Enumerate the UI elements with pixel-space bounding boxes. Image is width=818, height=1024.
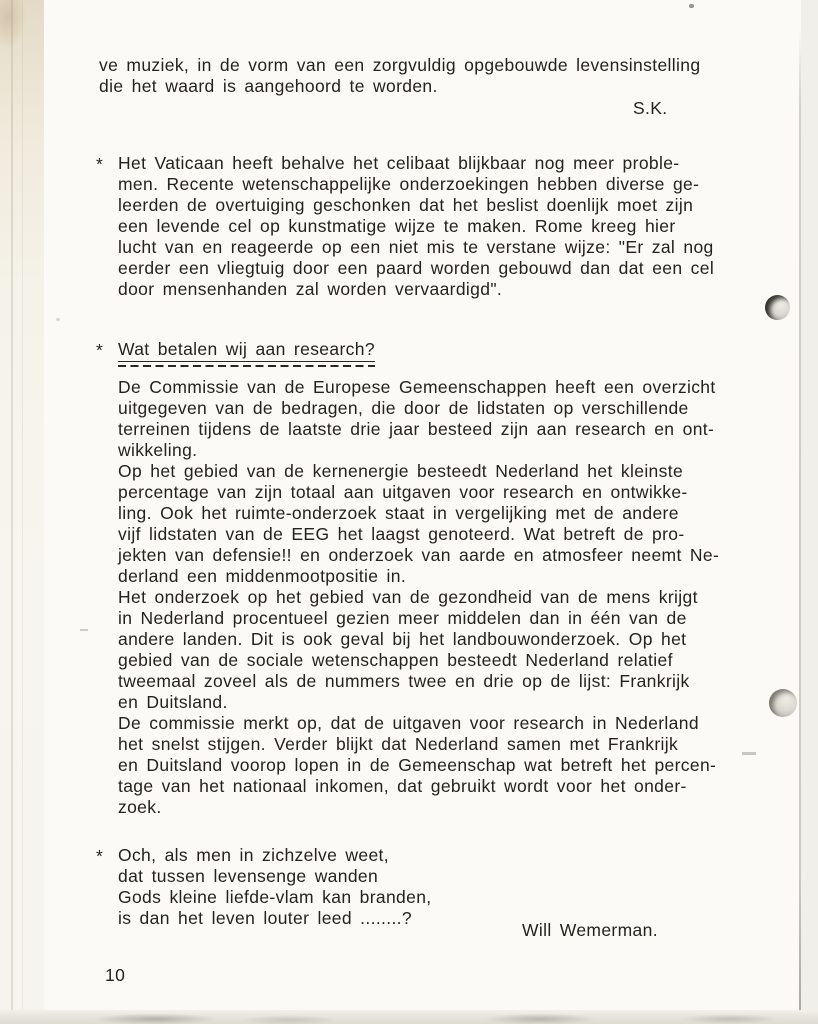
text-line: De commissie merkt op, dat de uitgaven voor research in Nederland [118,713,699,733]
scan-bottom-shadow [0,1010,818,1024]
text-line: en Duitsland voorop lopen in de Gemeenschap wat betreft het percen- [118,755,717,775]
paragraph-lines [118,153,818,300]
text-line: ve muziek, in de vorm van een zorgvuldig opgebouwde levensinstelling [99,55,701,75]
text-line: gebied van de sociale wetenschappen besteedt Nederland relatief [118,650,673,670]
text-line: Och, als men in zichzelve weet, [118,845,389,865]
section-heading-text: Wat betalen wij aan research? [118,339,375,362]
section-heading [118,339,375,367]
asterisk-marker: * [96,154,103,174]
text-line: in Nederland procentueel gezien meer middelen dan in één van de [118,608,687,628]
starred-item-vatican [96,153,818,300]
continuation-paragraph [99,55,818,119]
text-line: Het Vaticaan heeft behalve het celibaat blijkbaar nog meer proble- [118,153,680,173]
text-line: leerden de overtuiging geschonken dat het beslist doenlijk moet zijn [118,195,694,215]
signature-sk: S.K. [633,98,668,118]
dashed-underline [118,365,375,367]
text-line: eerder een vliegtuig door een paard worden gebouwd dan dat een cel [118,258,715,278]
text-line: ling. Ook het ruimte-onderzoek staat in vergelijking met de andere [118,503,679,523]
text-line: terreinen tijdens de laatste drie jaar besteed zijn aan research en ont- [118,419,715,439]
text-line: Op het gebied van de kernenergie besteedt Nederland het kleinste [118,461,684,481]
signature-will-wemerman: Will Wemerman. [522,920,658,940]
asterisk-marker: * [96,340,103,360]
text-line: en Duitsland. [118,692,228,712]
text-line: door mensenhanden zal worden vervaardigd". [118,279,503,299]
text-line: is dan het leven louter leed ........? [118,908,412,928]
text-line: tweemaal zoveel als de nummers twee en drie op de lijst: Frankrijk [118,671,690,691]
text-line: lucht van en reageerde op een niet mis te verstane wijze: "Er zal nog [118,237,714,257]
text-line: wikkeling. [118,440,198,460]
text-line: andere landen. Dit is ook geval bij het landbouwonderzoek. Op het [118,629,687,649]
text-line: het snelst stijgen. Verder blijkt dat Nederland samen met Frankrijk [118,734,679,754]
text-line: percentage van zijn totaal aan uitgaven voor research en ontwikke- [118,482,688,502]
text-line: men. Recente wetenschappelijke onderzoekingen hebben diverse ge- [118,174,700,194]
page-number: 10 [105,965,126,985]
paragraph-lines [99,55,818,97]
text-line: jekten van defensie!! en onderzoek van aarde en atmosfeer neemt Ne- [118,545,720,565]
text-line: dat tussen levensenge wanden [118,866,379,886]
paragraph-lines [118,377,818,818]
text-line: een levende cel op kunstmatige wijze te maken. Rome kreeg hier [118,216,676,236]
text-line: die het waard is aangehoord te worden. [99,76,438,96]
text-line: Gods kleine liefde-vlam kan branden, [118,887,432,907]
text-line: tage van het nationaal inkomen, dat gebruikt wordt voor het onder- [118,776,687,796]
text-line: De Commissie van de Europese Gemeenschappen heeft een overzicht [118,377,716,397]
starred-item-poem [96,845,818,941]
text-line: Het onderzoek op het gebied van de gezondheid van de mens krijgt [118,587,698,607]
text-line: vijf lidstaten van de EEG het laagst genoteerd. Wat betreft de pro- [118,524,685,544]
starred-item-research [96,339,818,818]
asterisk-marker: * [96,846,103,866]
text-line: uitgegeven van de bedragen, die door de lidstaten op verschillende [118,398,689,418]
poem-lines [118,845,818,929]
text-line: derland een middenmootpositie in. [118,566,407,586]
text-line: zoek. [118,797,162,817]
